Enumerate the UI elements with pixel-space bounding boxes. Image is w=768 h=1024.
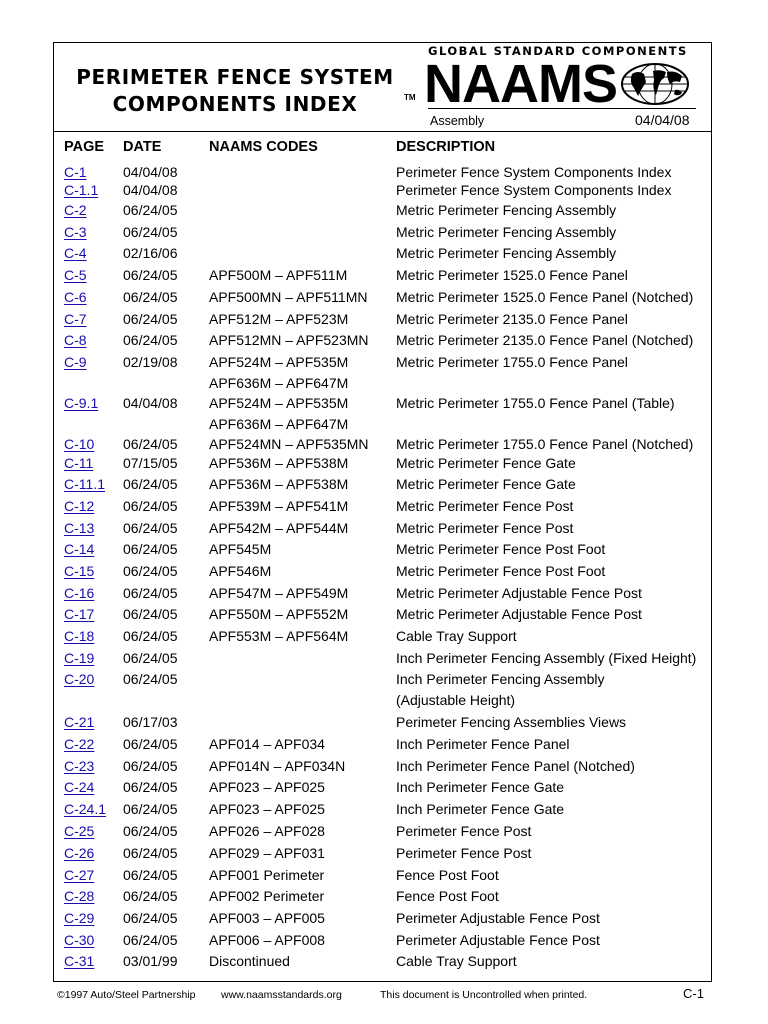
row-description: Perimeter Fence Post (396, 823, 532, 839)
row-description: Perimeter Fence Post (396, 845, 532, 861)
row-date: 06/24/05 (123, 585, 178, 601)
row-page-link[interactable]: C-9.1 (64, 395, 99, 411)
row-page-link[interactable]: C-29 (64, 910, 95, 926)
row-description: Fence Post Foot (396, 888, 499, 904)
row-date: 06/24/05 (123, 910, 178, 926)
row-page-link[interactable]: C-24.1 (64, 801, 107, 817)
row-date: 06/24/05 (123, 779, 178, 795)
row-page-link[interactable]: C-18 (64, 628, 95, 644)
row-date: 06/24/05 (123, 436, 178, 452)
row-date: 06/24/05 (123, 932, 178, 948)
row-naams-codes: APF006 – APF008 (209, 932, 325, 948)
row-description: Perimeter Fence System Components Index (396, 182, 672, 198)
row-date: 04/04/08 (123, 164, 178, 180)
header-date: 04/04/08 (635, 112, 690, 128)
row-description: Metric Perimeter 1755.0 Fence Panel (396, 354, 628, 370)
logo-divider (428, 108, 696, 109)
row-page-link[interactable]: C-16 (64, 585, 95, 601)
row-page-link[interactable]: C-25 (64, 823, 95, 839)
row-date: 06/24/05 (123, 758, 178, 774)
row-naams-codes: APF002 Perimeter (209, 888, 325, 904)
row-page-link[interactable]: C-15 (64, 563, 95, 579)
row-naams-codes: APF014 – APF034 (209, 736, 325, 752)
row-naams-codes: APF545M (209, 541, 272, 557)
row-date: 06/24/05 (123, 332, 178, 348)
footer-notice: This document is Uncontrolled when printed. (380, 989, 588, 1001)
row-description: Inch Perimeter Fencing Assembly (Fixed Height) (396, 650, 697, 666)
row-date: 03/01/99 (123, 953, 178, 969)
row-description: Cable Tray Support (396, 953, 517, 969)
column-header-date: DATE (123, 139, 162, 155)
row-naams-codes-continued: APF636M – APF647M (209, 375, 349, 391)
row-description: Metric Perimeter Fence Gate (396, 455, 576, 471)
row-page-link[interactable]: C-1.1 (64, 182, 99, 198)
row-date: 06/24/05 (123, 650, 178, 666)
row-naams-codes: APF546M (209, 563, 272, 579)
row-naams-codes: APF524M – APF535M (209, 395, 349, 411)
row-date: 06/24/05 (123, 845, 178, 861)
footer-page-number: C-1 (683, 986, 704, 1001)
row-page-link[interactable]: C-12 (64, 498, 95, 514)
row-description-continued: (Adjustable Height) (396, 692, 516, 708)
header-divider (53, 131, 712, 132)
row-naams-codes: APF553M – APF564M (209, 628, 349, 644)
row-date: 06/24/05 (123, 224, 178, 240)
row-page-link[interactable]: C-30 (64, 932, 95, 948)
row-description: Metric Perimeter Adjustable Fence Post (396, 606, 642, 622)
row-naams-codes: APF524MN – APF535MN (209, 436, 369, 452)
row-description: Metric Perimeter Fence Post (396, 498, 574, 514)
row-page-link[interactable]: C-6 (64, 289, 87, 305)
row-description: Inch Perimeter Fence Panel (396, 736, 570, 752)
globe-icon (620, 62, 690, 106)
row-page-link[interactable]: C-17 (64, 606, 95, 622)
row-date: 06/24/05 (123, 498, 178, 514)
footer-website[interactable]: www.naamsstandards.org (221, 989, 342, 1001)
brand-logo-text: NAAMS (424, 54, 617, 114)
row-naams-codes: Discontinued (209, 953, 290, 969)
row-description: Metric Perimeter Fencing Assembly (396, 202, 617, 218)
row-page-link[interactable]: C-1 (64, 164, 87, 180)
row-page-link[interactable]: C-31 (64, 953, 95, 969)
row-description: Perimeter Adjustable Fence Post (396, 910, 600, 926)
row-page-link[interactable]: C-14 (64, 541, 95, 557)
row-page-link[interactable]: C-22 (64, 736, 95, 752)
row-page-link[interactable]: C-21 (64, 714, 95, 730)
row-date: 06/24/05 (123, 671, 178, 687)
row-description: Metric Perimeter Fence Post Foot (396, 563, 606, 579)
row-page-link[interactable]: C-23 (64, 758, 95, 774)
row-date: 06/24/05 (123, 267, 178, 283)
row-naams-codes: APF550M – APF552M (209, 606, 349, 622)
row-naams-codes: APF001 Perimeter (209, 867, 325, 883)
row-description: Metric Perimeter Adjustable Fence Post (396, 585, 642, 601)
row-description: Metric Perimeter 1525.0 Fence Panel (Notched) (396, 289, 694, 305)
row-naams-codes: APF542M – APF544M (209, 520, 349, 536)
row-date: 06/24/05 (123, 823, 178, 839)
row-description: Fence Post Foot (396, 867, 499, 883)
row-naams-codes: APF014N – APF034N (209, 758, 346, 774)
row-page-link[interactable]: C-4 (64, 245, 87, 261)
row-page-link[interactable]: C-20 (64, 671, 95, 687)
row-page-link[interactable]: C-19 (64, 650, 95, 666)
row-page-link[interactable]: C-13 (64, 520, 95, 536)
row-page-link[interactable]: C-24 (64, 779, 95, 795)
row-description: Inch Perimeter Fence Gate (396, 801, 565, 817)
row-date: 06/17/03 (123, 714, 178, 730)
column-header-codes: NAAMS CODES (209, 139, 318, 155)
row-naams-codes: APF003 – APF005 (209, 910, 325, 926)
row-date: 06/24/05 (123, 476, 178, 492)
row-date: 06/24/05 (123, 520, 178, 536)
row-date: 06/24/05 (123, 563, 178, 579)
row-date: 06/24/05 (123, 606, 178, 622)
page-title (60, 64, 410, 118)
row-naams-codes: APF500MN – APF511MN (209, 289, 368, 305)
row-naams-codes: APF026 – APF028 (209, 823, 325, 839)
row-description: Metric Perimeter 1755.0 Fence Panel (Table) (396, 395, 675, 411)
row-page-link[interactable]: C-9 (64, 354, 87, 370)
row-date: 06/24/05 (123, 801, 178, 817)
row-description: Perimeter Adjustable Fence Post (396, 932, 600, 948)
row-date: 02/19/08 (123, 354, 178, 370)
row-date: 04/04/08 (123, 395, 178, 411)
row-page-link[interactable]: C-11.1 (64, 476, 105, 492)
row-page-link[interactable]: C-10 (64, 436, 95, 452)
row-description: Metric Perimeter 2135.0 Fence Panel (Notched) (396, 332, 694, 348)
row-date: 02/16/06 (123, 245, 178, 261)
row-description: Perimeter Fencing Assemblies Views (396, 714, 627, 730)
title-line-1: PERIMETER FENCE SYSTEM (76, 65, 394, 89)
row-date: 06/24/05 (123, 202, 178, 218)
row-page-link[interactable]: C-26 (64, 845, 95, 861)
section-label: Assembly (430, 114, 485, 128)
row-date: 06/24/05 (123, 628, 178, 644)
row-description: Metric Perimeter 1755.0 Fence Panel (Notched) (396, 436, 694, 452)
row-date: 06/24/05 (123, 736, 178, 752)
row-description: Metric Perimeter Fence Gate (396, 476, 576, 492)
footer-copyright: ©1997 Auto/Steel Partnership (57, 989, 196, 1001)
row-naams-codes: APF524M – APF535M (209, 354, 349, 370)
row-page-link[interactable]: C-8 (64, 332, 87, 348)
row-description: Metric Perimeter Fencing Assembly (396, 245, 617, 261)
row-naams-codes: APF547M – APF549M (209, 585, 349, 601)
row-naams-codes: APF539M – APF541M (209, 498, 349, 514)
row-date: 06/24/05 (123, 888, 178, 904)
brand-tagline: GLOBAL STANDARD COMPONENTS (428, 44, 688, 58)
row-naams-codes: APF023 – APF025 (209, 779, 325, 795)
row-page-link[interactable]: C-11 (64, 455, 94, 471)
row-description: Metric Perimeter Fence Post Foot (396, 541, 606, 557)
row-page-link[interactable]: C-5 (64, 267, 87, 283)
row-naams-codes-continued: APF636M – APF647M (209, 416, 349, 432)
row-page-link[interactable]: C-28 (64, 888, 95, 904)
row-date: 06/24/05 (123, 289, 178, 305)
row-date: 04/04/08 (123, 182, 178, 198)
row-description: Inch Perimeter Fencing Assembly (396, 671, 605, 687)
row-description: Metric Perimeter Fence Post (396, 520, 574, 536)
row-page-link[interactable]: C-7 (64, 311, 87, 327)
row-page-link[interactable]: C-2 (64, 202, 87, 218)
row-naams-codes: APF512M – APF523M (209, 311, 349, 327)
row-description: Metric Perimeter Fencing Assembly (396, 224, 617, 240)
row-date: 07/15/05 (123, 455, 178, 471)
row-naams-codes: APF500M – APF511M (209, 267, 348, 283)
row-page-link[interactable]: C-3 (64, 224, 87, 240)
trademark-mark: TM (404, 93, 416, 102)
column-header-page: PAGE (64, 139, 105, 155)
row-description: Metric Perimeter 1525.0 Fence Panel (396, 267, 628, 283)
row-date: 06/24/05 (123, 541, 178, 557)
row-description: Inch Perimeter Fence Gate (396, 779, 565, 795)
row-naams-codes: APF536M – APF538M (209, 476, 349, 492)
row-description: Metric Perimeter 2135.0 Fence Panel (396, 311, 628, 327)
row-naams-codes: APF029 – APF031 (209, 845, 325, 861)
row-date: 06/24/05 (123, 311, 178, 327)
row-naams-codes: APF023 – APF025 (209, 801, 325, 817)
row-description: Inch Perimeter Fence Panel (Notched) (396, 758, 635, 774)
row-date: 06/24/05 (123, 867, 178, 883)
row-description: Cable Tray Support (396, 628, 517, 644)
row-description: Perimeter Fence System Components Index (396, 164, 672, 180)
row-naams-codes: APF536M – APF538M (209, 455, 349, 471)
column-header-description: DESCRIPTION (396, 139, 496, 155)
title-line-2: COMPONENTS INDEX (112, 92, 358, 116)
row-naams-codes: APF512MN – APF523MN (209, 332, 369, 348)
row-page-link[interactable]: C-27 (64, 867, 95, 883)
